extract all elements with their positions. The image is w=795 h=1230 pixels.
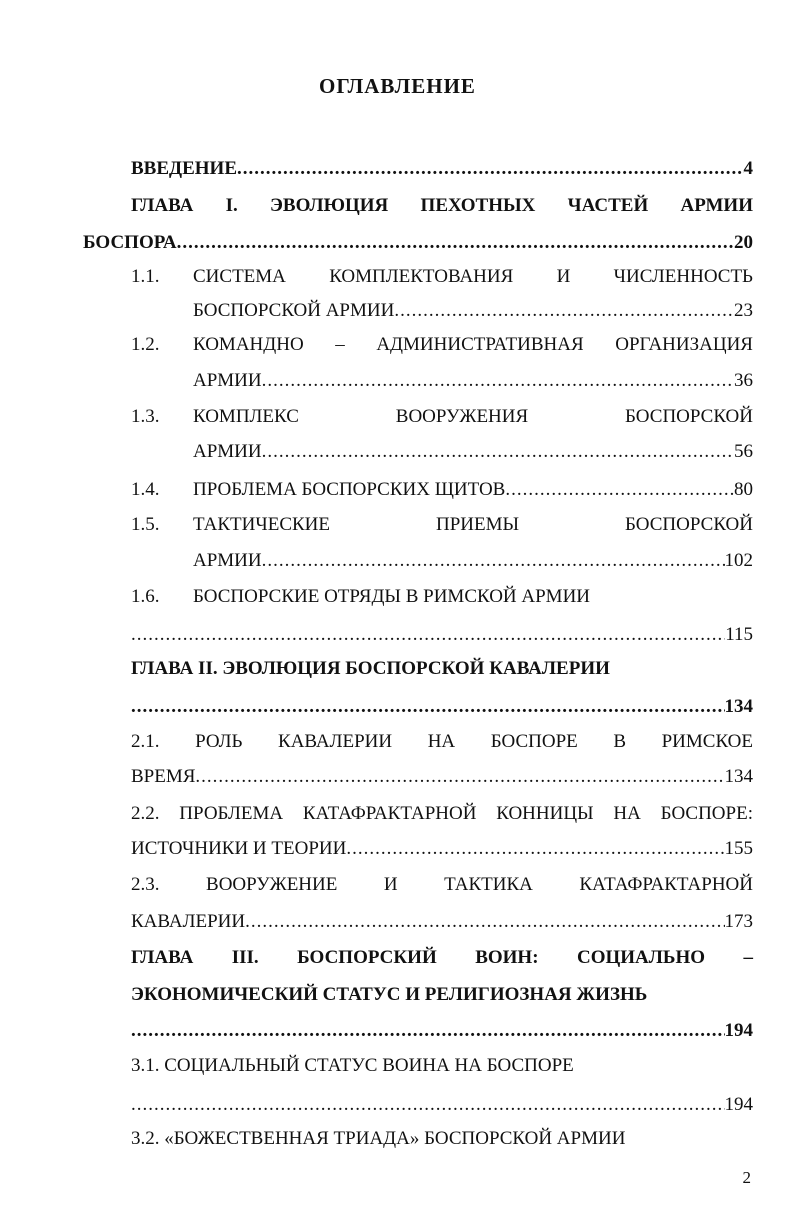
word: 2.2.	[131, 803, 160, 824]
word: КАВАЛЕРИИ	[278, 731, 393, 752]
section-number: 1.3.	[131, 406, 160, 427]
word: ЧИСЛЕННОСТЬ	[613, 266, 753, 287]
toc-entry-3-2[interactable]: 3.2. «БОЖЕСТВЕННАЯ ТРИАДА» БОСПОРСКОЙ АРМИИ	[131, 1128, 626, 1149]
dot-leader	[131, 696, 725, 718]
word: 2.1.	[131, 731, 160, 752]
dot-leader	[237, 158, 744, 180]
toc-entry-1-6[interactable]: БОСПОРСКИЕ ОТРЯДЫ В РИМСКОЙ АРМИИ	[193, 586, 591, 607]
word: И	[556, 266, 571, 287]
toc-chapter-3-line2[interactable]: ЭКОНОМИЧЕСКИЙ СТАТУС И РЕЛИГИОЗНАЯ ЖИЗНЬ	[131, 984, 648, 1005]
entry-page: 194	[724, 1094, 753, 1115]
toc-entry-1-1-cont[interactable]	[193, 300, 753, 322]
toc-title: ОГЛАВЛЕНИЕ	[319, 74, 476, 98]
word: НА	[613, 803, 641, 824]
toc-entry-2-1[interactable]	[131, 731, 753, 753]
toc-entry-1-4[interactable]	[193, 479, 753, 501]
toc-entry-3-1-page[interactable]	[131, 1094, 753, 1116]
dot-leader	[262, 441, 734, 463]
word: БОСПОРСКОЙ	[625, 514, 753, 535]
dot-leader	[262, 370, 734, 392]
entry-page: 23	[734, 300, 753, 321]
section-number: 1.2.	[131, 334, 160, 355]
toc-chapter-1-line1[interactable]	[131, 195, 753, 217]
entry-page: 134	[724, 696, 753, 717]
entry-page: 194	[724, 1020, 753, 1041]
toc-entry-1-5[interactable]	[193, 514, 753, 536]
word: III.	[231, 947, 259, 968]
word: БОСПОРЕ:	[660, 803, 753, 824]
word: РОЛЬ	[195, 731, 243, 752]
toc-entry-1-5-cont[interactable]	[193, 550, 753, 572]
word: I.	[225, 195, 238, 216]
word: КОННИЦЫ	[496, 803, 594, 824]
word: И	[383, 874, 398, 895]
section-number: 1.6.	[131, 586, 160, 607]
toc-entry-1-2[interactable]	[193, 334, 753, 356]
dot-leader	[177, 232, 734, 254]
entry-label: АРМИИ	[193, 441, 262, 462]
dot-leader	[195, 766, 724, 788]
entry-label: ВВЕДЕНИЕ	[131, 158, 237, 179]
section-number: 1.1.	[131, 266, 160, 287]
word: –	[335, 334, 345, 355]
entry-page: 36	[734, 370, 753, 391]
entry-label: БОСПОРСКОЙ АРМИИ	[193, 300, 395, 321]
entry-page: 56	[734, 441, 753, 462]
entry-page: 80	[734, 479, 753, 500]
toc-entry-1-3[interactable]	[193, 406, 753, 428]
word: АРМИИ	[680, 195, 753, 216]
word: ОРГАНИЗАЦИЯ	[615, 334, 753, 355]
entry-label: АРМИИ	[193, 550, 262, 571]
dot-leader	[346, 838, 724, 860]
word: БОСПОРСКОЙ	[625, 406, 753, 427]
word: КОМПЛЕКТОВАНИЯ	[329, 266, 514, 287]
toc-entry-1-3-cont[interactable]	[193, 441, 753, 463]
word: В	[613, 731, 627, 752]
word: ВООРУЖЕНИЯ	[395, 406, 529, 427]
section-number: 1.4.	[131, 479, 160, 500]
word: БОСПОРЕ	[490, 731, 578, 752]
word: ЭВОЛЮЦИЯ	[270, 195, 389, 216]
word: ПЕХОТНЫХ	[420, 195, 536, 216]
word: РИМСКОЕ	[661, 731, 753, 752]
dot-leader	[131, 624, 725, 646]
toc-chapter-2[interactable]: ГЛАВА II. ЭВОЛЮЦИЯ БОСПОРСКОЙ КАВАЛЕРИИ	[131, 658, 610, 679]
word: ПРОБЛЕМА	[179, 803, 284, 824]
word: ТАКТИЧЕСКИЕ	[193, 514, 331, 535]
word: ВООРУЖЕНИЕ	[206, 874, 338, 895]
toc-chapter-3-line1[interactable]	[131, 947, 753, 969]
entry-page: 20	[734, 232, 753, 253]
word: 2.3.	[131, 874, 160, 895]
entry-label: ИСТОЧНИКИ И ТЕОРИИ	[131, 838, 347, 859]
toc-entry-3-1[interactable]: 3.1. СОЦИАЛЬНЫЙ СТАТУС ВОИНА НА БОСПОРЕ	[131, 1055, 574, 1076]
word: ВОИН:	[475, 947, 539, 968]
page-number: 2	[742, 1168, 751, 1187]
word: ПРИЕМЫ	[435, 514, 520, 535]
toc-entry-1-2-cont[interactable]	[193, 370, 753, 392]
section-number: 1.5.	[131, 514, 160, 535]
word: КАТАФРАКТАРНОЙ	[302, 803, 477, 824]
entry-label: ВРЕМЯ	[131, 766, 196, 787]
entry-page: 155	[724, 838, 753, 859]
word: СИСТЕМА	[193, 266, 286, 287]
toc-entry-2-3[interactable]	[131, 874, 753, 896]
toc-entry-2-3-cont[interactable]	[131, 911, 753, 933]
dot-leader	[131, 1020, 725, 1042]
word: ГЛАВА	[131, 947, 194, 968]
entry-page: 173	[724, 911, 753, 932]
word: КОМПЛЕКС	[193, 406, 299, 427]
dot-leader	[245, 911, 724, 933]
toc-entry-1-6-page[interactable]	[131, 624, 753, 646]
entry-page: 134	[724, 766, 753, 787]
word: КАТАФРАКТАРНОЙ	[579, 874, 753, 895]
word: АДМИНИСТРАТИВНАЯ	[376, 334, 584, 355]
dot-leader	[262, 550, 725, 572]
word: ГЛАВА	[131, 195, 194, 216]
entry-label: КАВАЛЕРИИ	[131, 911, 246, 932]
entry-label: БОСПОРА	[83, 232, 177, 253]
toc-entry-2-1-cont[interactable]	[131, 766, 753, 788]
word: ТАКТИКА	[444, 874, 533, 895]
entry-page: 102	[724, 550, 753, 571]
toc-chapter-1-line2[interactable]	[83, 232, 753, 254]
entry-label: АРМИИ	[193, 370, 262, 391]
toc-chapter-3-page[interactable]	[131, 1020, 753, 1042]
entry-label: ПРОБЛЕМА БОСПОРСКИХ ЩИТОВ	[193, 479, 506, 500]
word: КОМАНДНО	[193, 334, 304, 355]
dot-leader	[394, 300, 734, 322]
dot-leader	[131, 1094, 725, 1116]
toc-entry-intro[interactable]	[131, 158, 753, 180]
word: СОЦИАЛЬНО	[576, 947, 706, 968]
entry-page: 115	[725, 624, 753, 645]
toc-chapter-2-page[interactable]	[131, 696, 753, 718]
toc-entry-2-2-cont[interactable]	[131, 838, 753, 860]
word: НА	[427, 731, 456, 752]
word: ЧАСТЕЙ	[567, 195, 649, 216]
dot-leader	[505, 479, 734, 501]
entry-page: 4	[743, 158, 753, 179]
word: БОСПОРСКИЙ	[297, 947, 437, 968]
toc-entry-1-1[interactable]	[193, 266, 753, 288]
toc-entry-2-2[interactable]	[131, 803, 753, 825]
word: –	[743, 947, 753, 968]
